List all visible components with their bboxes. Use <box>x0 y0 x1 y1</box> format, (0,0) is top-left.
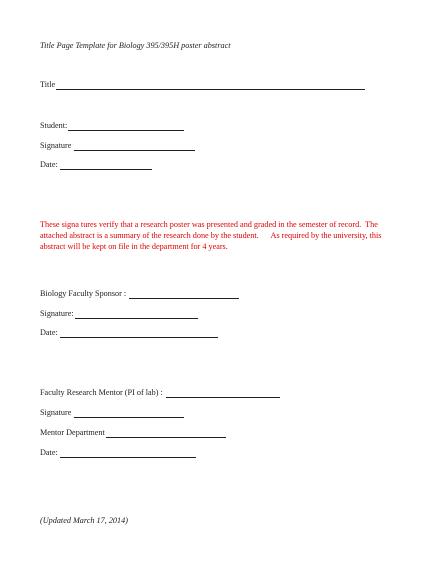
verification-notice <box>40 219 400 252</box>
title-field-row <box>40 80 365 90</box>
header-text: Title Page Template for Biology 395/395H poster abstract <box>40 41 231 50</box>
student-label: Student: <box>40 121 68 130</box>
mentor-date-field[interactable] <box>60 449 196 458</box>
student-date-label: Date: <box>40 160 58 169</box>
notice-line: abstract will be kept on file in the department for 4 years. <box>40 242 228 251</box>
student-signature-field[interactable] <box>74 142 195 151</box>
sponsor-signature-field[interactable] <box>75 310 198 319</box>
mentor-label: Faculty Research Mentor (PI of lab) : <box>40 388 163 397</box>
notice-line: These signa tures verify that a research poster was presented and graded in the semester of record. The <box>40 220 378 229</box>
student-signature-row <box>40 141 195 151</box>
sponsor-signature-row <box>40 309 198 319</box>
mentor-signature-field[interactable] <box>74 409 184 418</box>
notice-line: attached abstract is a summary of the research done by the student. As required by the university, this <box>40 231 382 240</box>
mentor-date-label: Date: <box>40 448 58 457</box>
mentor-date-row <box>40 448 196 458</box>
mentor-signature-label: Signature <box>40 408 72 417</box>
student-date-row <box>40 160 152 170</box>
student-date-field[interactable] <box>60 161 152 170</box>
mentor-field[interactable] <box>166 389 280 398</box>
mentor-department-label: Mentor Department <box>40 428 105 437</box>
mentor-department-field[interactable] <box>106 429 226 438</box>
student-field-row <box>40 121 184 131</box>
title-field[interactable] <box>56 81 365 90</box>
title-label: Title <box>40 80 56 89</box>
mentor-department-row <box>40 428 226 438</box>
mentor-field-row <box>40 388 280 398</box>
sponsor-field-row <box>40 289 239 299</box>
sponsor-label: Biology Faculty Sponsor : <box>40 289 127 298</box>
footer-text: (Updated March 17, 2014) <box>40 516 128 525</box>
sponsor-field[interactable] <box>129 290 239 299</box>
updated-footer <box>40 516 128 526</box>
document-header <box>40 41 231 51</box>
sponsor-signature-label: Signature: <box>40 309 74 318</box>
sponsor-date-field[interactable] <box>60 329 218 338</box>
sponsor-date-row <box>40 328 218 338</box>
student-field[interactable] <box>68 122 184 131</box>
student-signature-label: Signature <box>40 141 72 150</box>
sponsor-date-label: Date: <box>40 328 58 337</box>
mentor-signature-row <box>40 408 184 418</box>
